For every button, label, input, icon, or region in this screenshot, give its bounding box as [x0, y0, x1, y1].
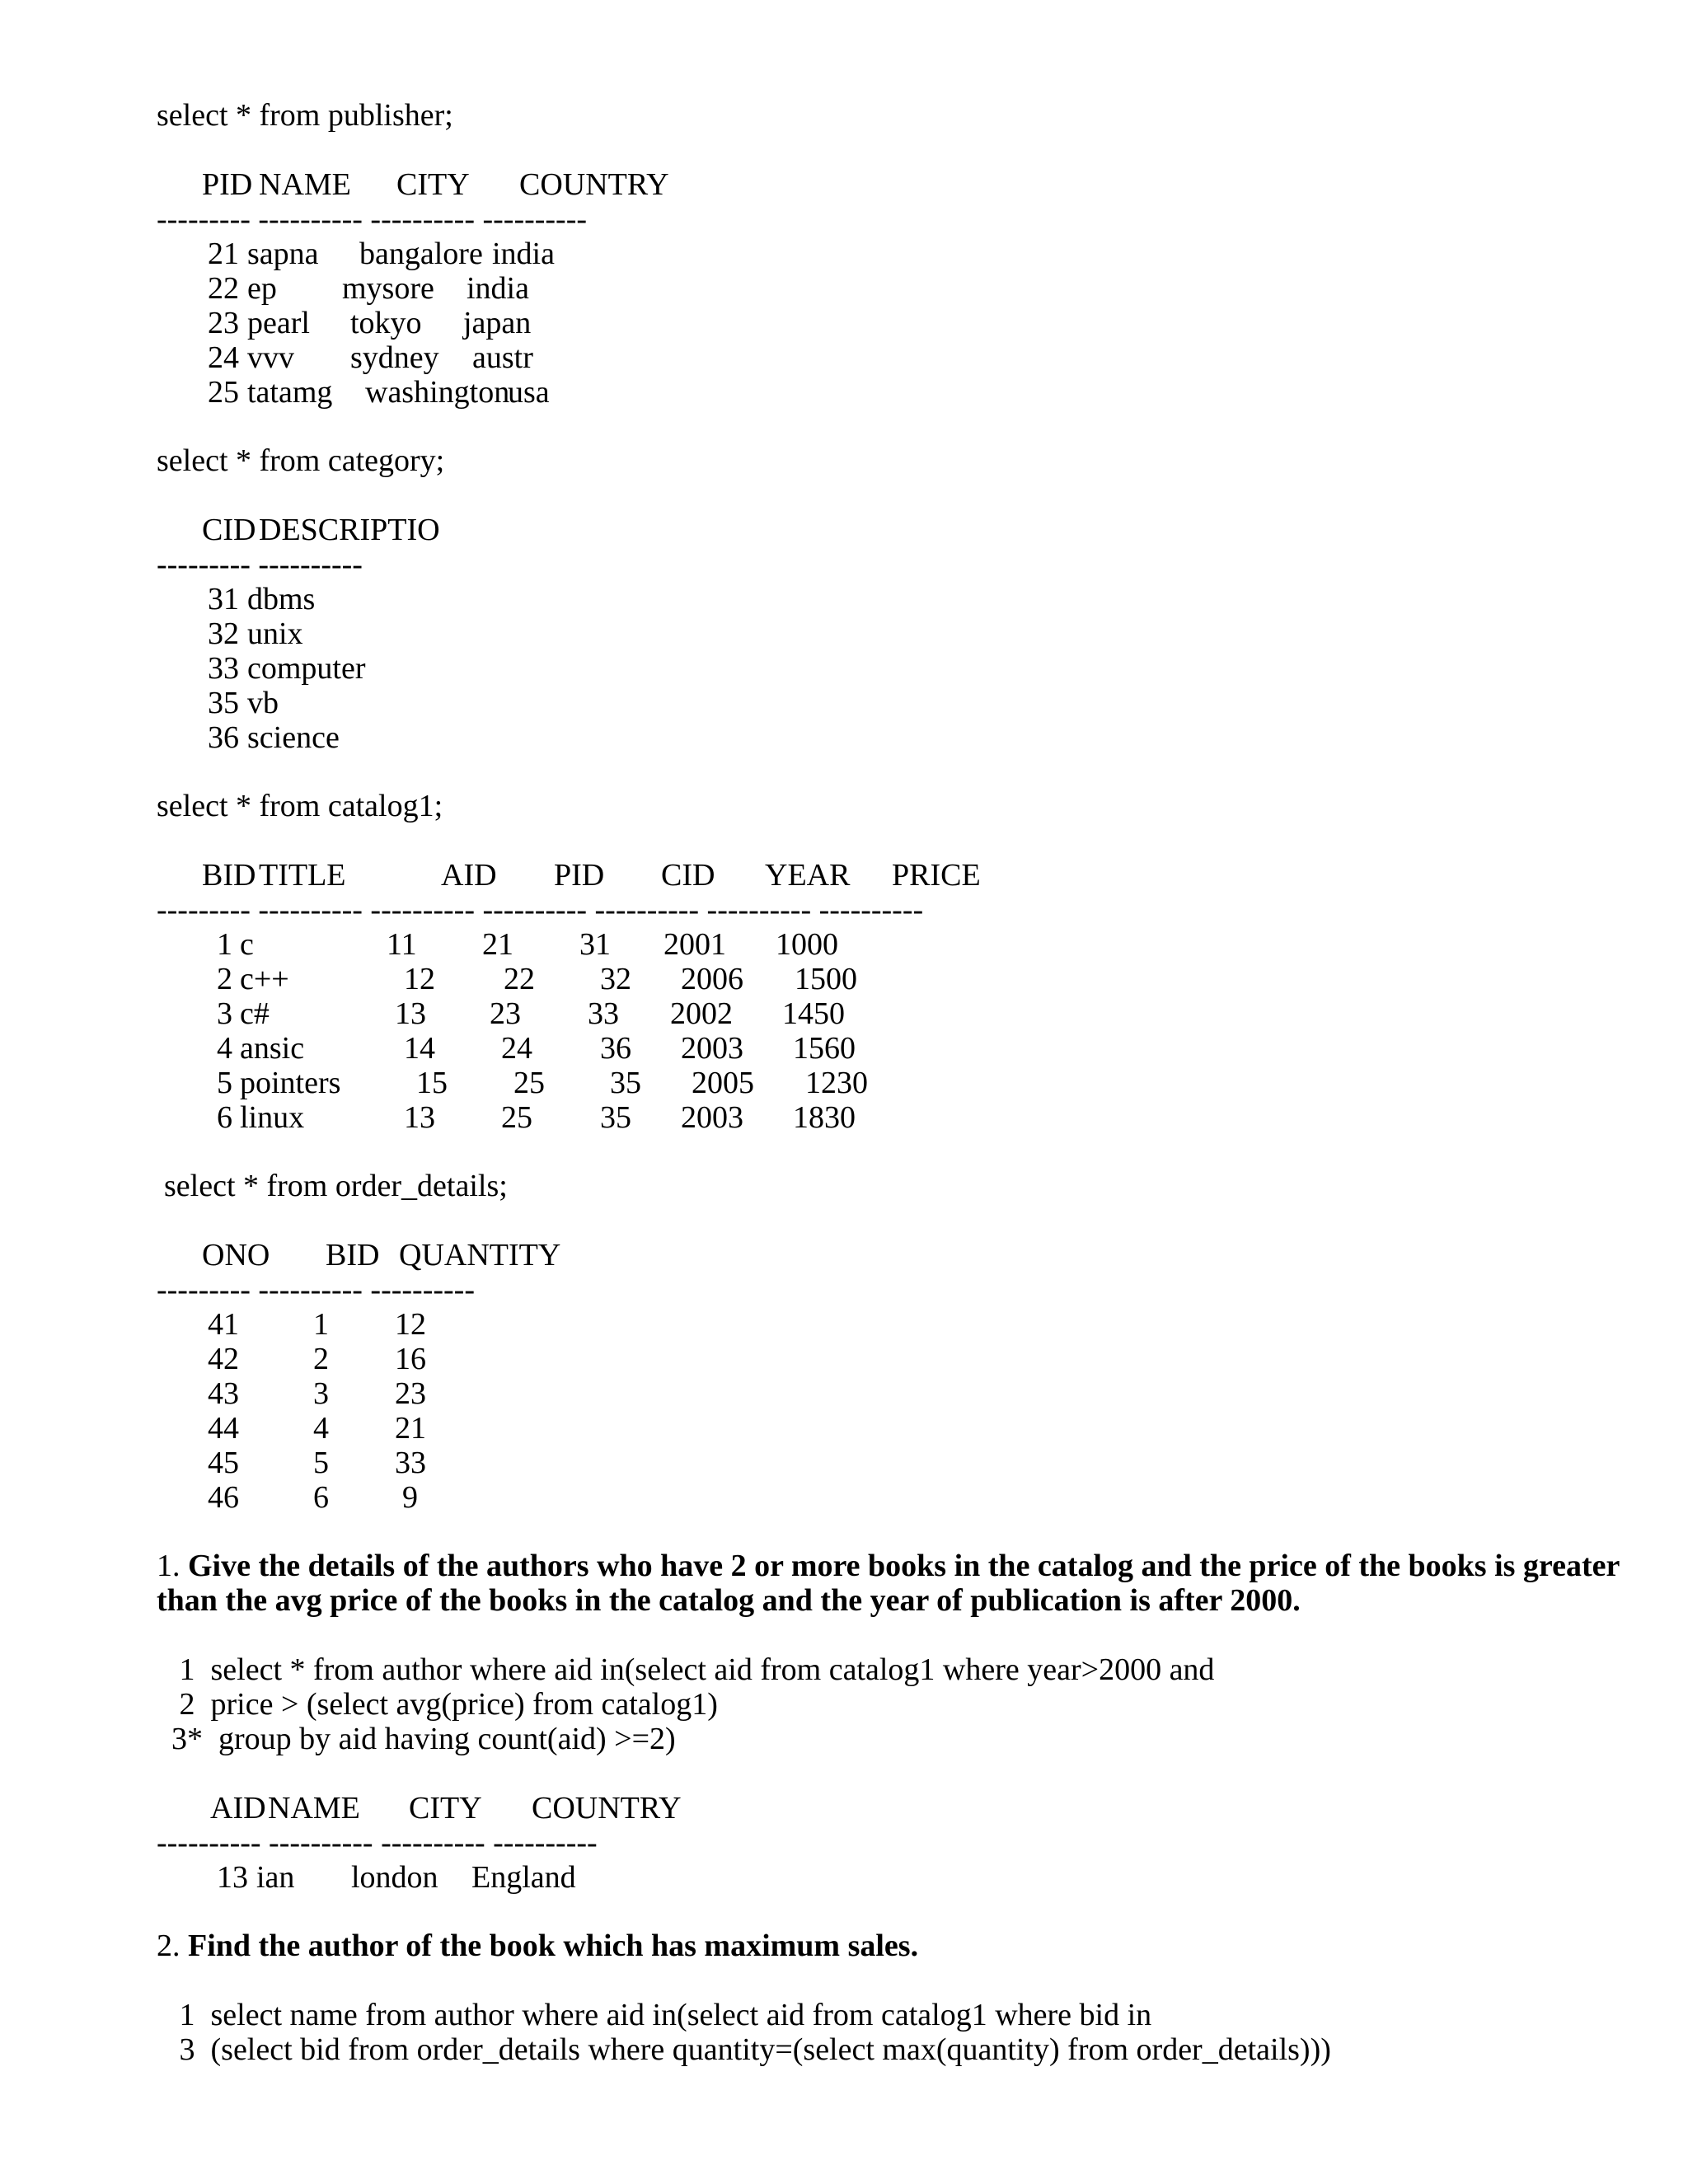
result-header-name: NAME	[268, 1791, 360, 1825]
orders-header-bid: BID	[326, 1238, 380, 1272]
table-cell: 1	[217, 927, 232, 962]
table-cell: 4	[313, 1411, 329, 1446]
table-cell: 2005	[692, 1066, 754, 1100]
table-cell: 23	[395, 1376, 426, 1411]
table-cell: 12	[395, 1307, 426, 1342]
table-cell: 36	[208, 720, 239, 755]
catalog-header-price: PRICE	[892, 858, 981, 893]
table-cell: 44	[208, 1411, 239, 1446]
table-cell: vb	[247, 686, 279, 720]
table-cell: usa	[508, 375, 550, 410]
question-1-heading	[157, 1549, 1620, 1583]
table-cell: london	[351, 1860, 438, 1895]
table-cell: tatamg	[247, 375, 333, 410]
sql-line: 1 select * from author where aid in(select aid from catalog1 where year>2000 and	[171, 1652, 1215, 1687]
table-cell: linux	[240, 1100, 305, 1135]
table-cell: 3	[313, 1376, 329, 1411]
category-dashes: --------- ----------	[157, 547, 363, 582]
table-cell: 6	[313, 1480, 329, 1515]
table-cell: 11	[387, 927, 417, 962]
table-cell: pointers	[240, 1066, 341, 1100]
table-cell: 22	[504, 962, 535, 996]
table-cell: 36	[600, 1031, 631, 1066]
table-cell: 1450	[782, 996, 845, 1031]
table-cell: 21	[482, 927, 513, 962]
catalog-header-bid: BID	[202, 858, 256, 893]
orders-header-ono: ONO	[202, 1238, 270, 1272]
table-cell: 5	[217, 1066, 232, 1100]
table-cell: 5	[313, 1446, 329, 1480]
table-cell: 14	[404, 1031, 435, 1066]
publisher-header-city: CITY	[396, 167, 470, 202]
table-cell: dbms	[247, 582, 316, 616]
question-number: 2.	[157, 1929, 181, 1963]
question-text-continued: than the avg price of the books in the catalog and the year of publication is after 2000.	[157, 1583, 1301, 1618]
publisher-header-name: NAME	[259, 167, 351, 202]
table-cell: 2003	[681, 1100, 743, 1135]
catalog-header-year: YEAR	[765, 858, 851, 893]
table-cell: 24	[501, 1031, 532, 1066]
orders-header-quantity: QUANTITY	[399, 1238, 561, 1272]
table-cell: 42	[208, 1342, 239, 1376]
catalog-header-aid: AID	[441, 858, 497, 893]
category-header-description: DESCRIPTIO	[259, 513, 440, 547]
table-cell: india	[467, 271, 529, 306]
table-cell: mysore	[342, 271, 434, 306]
catalog-header-title: TITLE	[259, 858, 346, 893]
table-cell: 33	[395, 1446, 426, 1480]
result-dashes: ---------- ---------- ---------- ----------	[157, 1825, 598, 1860]
table-cell: 1830	[793, 1100, 856, 1135]
table-cell: 12	[404, 962, 435, 996]
publisher-dashes: --------- ---------- ---------- ----------	[157, 202, 588, 237]
catalog-dashes: --------- ---------- ---------- ---------- ---------- ---------- ----------	[157, 893, 924, 927]
table-cell: 21	[395, 1411, 426, 1446]
table-cell: computer	[247, 651, 366, 686]
table-cell: 43	[208, 1376, 239, 1411]
table-cell: 33	[588, 996, 619, 1031]
table-cell: 3	[217, 996, 232, 1031]
table-cell: 21	[208, 237, 239, 271]
table-cell: 35	[600, 1100, 631, 1135]
table-cell: 2003	[681, 1031, 743, 1066]
table-cell: c++	[240, 962, 289, 996]
orders-dashes: --------- ---------- ----------	[157, 1272, 475, 1307]
table-cell: 35	[610, 1066, 641, 1100]
table-cell: 22	[208, 271, 239, 306]
result-header-country: COUNTRY	[532, 1791, 682, 1825]
table-cell: 6	[217, 1100, 232, 1135]
table-cell: 35	[208, 686, 239, 720]
table-cell: tokyo	[350, 306, 422, 340]
table-cell: 46	[208, 1480, 239, 1515]
catalog-header-cid: CID	[661, 858, 715, 893]
category-query: select * from category;	[157, 443, 445, 478]
publisher-header-pid: PID	[202, 167, 253, 202]
table-cell: washington	[365, 375, 510, 410]
table-cell: 4	[217, 1031, 232, 1066]
table-cell: 2	[313, 1342, 329, 1376]
table-cell: ep	[247, 271, 277, 306]
table-cell: vvv	[247, 340, 294, 375]
table-cell: 31	[579, 927, 611, 962]
table-cell: pearl	[247, 306, 310, 340]
question-2-heading	[157, 1929, 918, 1963]
publisher-query: select * from publisher;	[157, 98, 453, 133]
table-cell: 2006	[681, 962, 743, 996]
sql-line: 1 select name from author where aid in(select aid from catalog1 where bid in	[171, 1998, 1152, 2032]
table-cell: ian	[256, 1860, 295, 1895]
question-text: Give the details of the authors who have 2 or more books in the catalog and the price of the books is greater	[188, 1549, 1620, 1583]
table-cell: c	[240, 927, 254, 962]
sql-line: 3* group by aid having count(aid) >=2)	[171, 1722, 676, 1756]
orders-query: select * from order_details;	[164, 1169, 508, 1203]
question-number: 1.	[157, 1549, 181, 1583]
table-cell: 23	[490, 996, 521, 1031]
result-header-city: CITY	[409, 1791, 482, 1825]
catalog-header-pid: PID	[554, 858, 605, 893]
table-cell: 45	[208, 1446, 239, 1480]
table-cell: 31	[208, 582, 239, 616]
category-header-cid: CID	[202, 513, 256, 547]
table-cell: 24	[208, 340, 239, 375]
catalog-query: select * from catalog1;	[157, 789, 443, 823]
table-cell: 41	[208, 1307, 239, 1342]
table-cell: 32	[208, 616, 239, 651]
table-cell: 13	[395, 996, 426, 1031]
table-cell: 25	[501, 1100, 532, 1135]
sql-line: 3 (select bid from order_details where quantity=(select max(quantity) from order_details)))	[171, 2032, 1331, 2067]
table-cell: bangalore	[359, 237, 483, 271]
table-cell: 1	[313, 1307, 329, 1342]
table-cell: 9	[402, 1480, 418, 1515]
table-cell: 2002	[670, 996, 733, 1031]
table-cell: sapna	[247, 237, 319, 271]
table-cell: japan	[463, 306, 532, 340]
table-cell: 13	[404, 1100, 435, 1135]
table-cell: india	[492, 237, 555, 271]
table-cell: 13	[217, 1860, 248, 1895]
table-cell: 1560	[793, 1031, 856, 1066]
table-cell: 1230	[805, 1066, 868, 1100]
sql-line: 2 price > (select avg(price) from catalog1)	[171, 1687, 718, 1722]
table-cell: ansic	[240, 1031, 305, 1066]
table-cell: sydney	[350, 340, 439, 375]
publisher-header-country: COUNTRY	[519, 167, 669, 202]
table-cell: 33	[208, 651, 239, 686]
table-cell: unix	[247, 616, 303, 651]
table-cell: 2001	[663, 927, 726, 962]
table-cell: England	[471, 1860, 576, 1895]
table-cell: 1000	[776, 927, 838, 962]
table-cell: 25	[513, 1066, 545, 1100]
table-cell: 32	[600, 962, 631, 996]
table-cell: 23	[208, 306, 239, 340]
table-cell: c#	[240, 996, 270, 1031]
table-cell: science	[247, 720, 340, 755]
table-cell: 25	[208, 375, 239, 410]
table-cell: austr	[472, 340, 533, 375]
table-cell: 16	[395, 1342, 426, 1376]
result-header-aid: AID	[210, 1791, 266, 1825]
question-text: Find the author of the book which has maximum sales.	[188, 1929, 919, 1963]
table-cell: 2	[217, 962, 232, 996]
table-cell: 15	[416, 1066, 448, 1100]
table-cell: 1500	[795, 962, 857, 996]
